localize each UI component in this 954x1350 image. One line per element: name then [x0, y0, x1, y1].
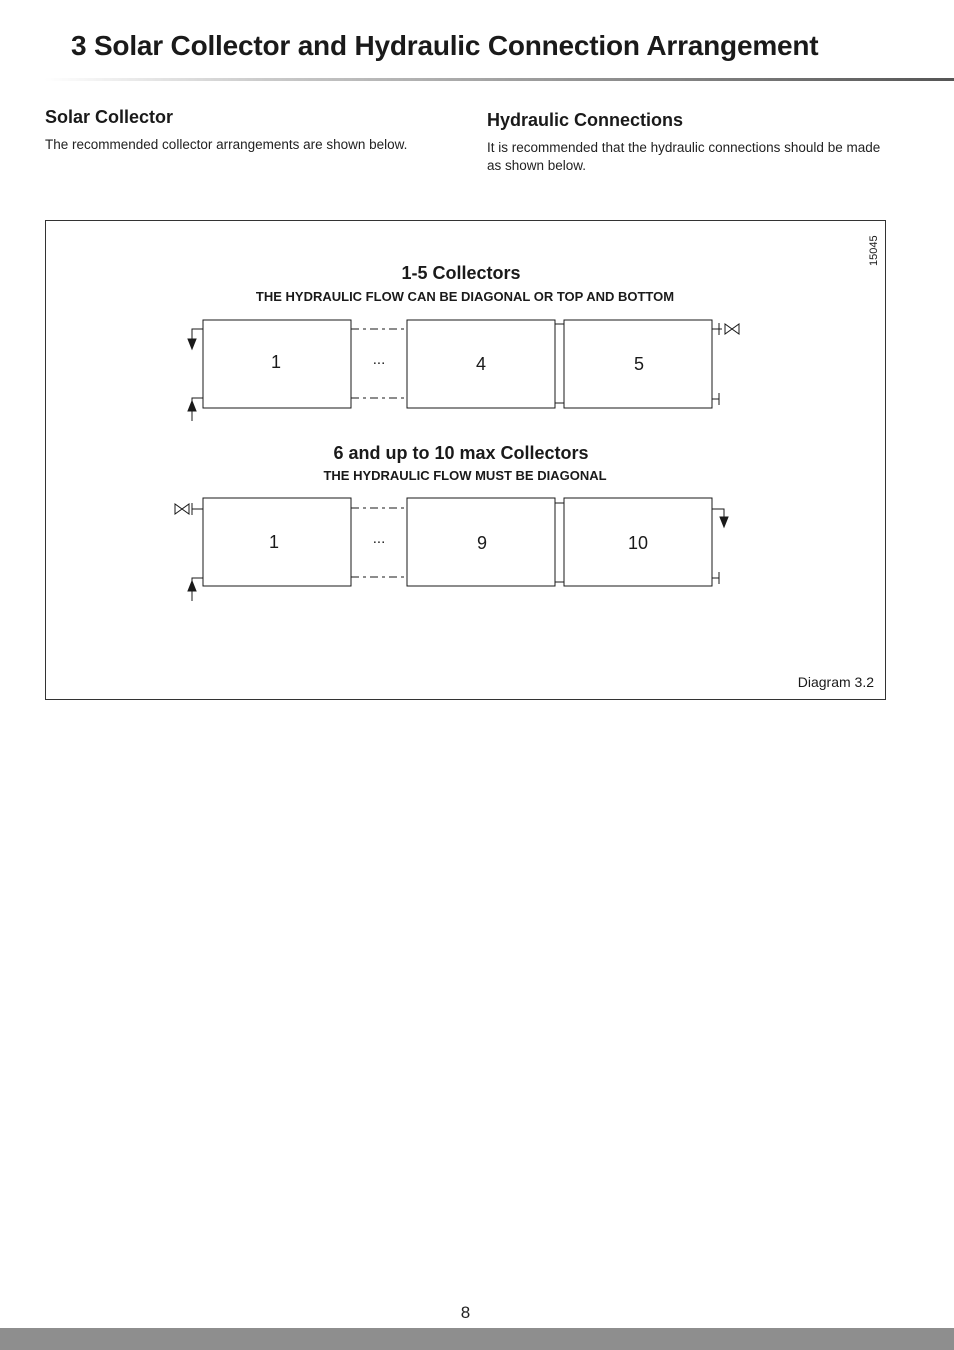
page-title: 3 Solar Collector and Hydraulic Connection Arrangement [71, 30, 819, 61]
diagram-ref-number: 15045 [868, 235, 880, 266]
title-rule [44, 78, 954, 81]
collector-label: 5 [633, 354, 645, 374]
arrangement-1-subtitle: THE HYDRAULIC FLOW CAN BE DIAGONAL OR TOP AND BOTTOM [255, 289, 675, 304]
page-number: 8 [460, 1303, 471, 1322]
arrangement-2-title: 6 and up to 10 max Collectors [333, 443, 589, 463]
footer-bar [0, 1328, 954, 1350]
solar-collector-heading: Solar Collector [45, 107, 174, 127]
valve-icon [725, 324, 739, 334]
hydraulic-connections-section [487, 110, 887, 175]
arrangement-2-subtitle: THE HYDRAULIC FLOW MUST BE DIAGONAL [323, 468, 607, 483]
hydraulic-connections-body: It is recommended that the hydraulic connections should be made as shown below. [487, 140, 881, 173]
collector-label: 9 [476, 533, 488, 553]
flow-arrow-up-icon [188, 401, 196, 411]
valve-icon [175, 504, 189, 514]
hydraulic-connections-heading: Hydraulic Connections [487, 110, 684, 130]
collector-arrangement-diagram [46, 221, 885, 699]
collector-label: 1 [270, 352, 282, 372]
diagram-caption: Diagram 3.2 [797, 674, 874, 690]
collector-gap-label: ... [372, 530, 386, 547]
collector-label: 4 [475, 354, 487, 374]
collector-label: 10 [627, 533, 649, 553]
flow-arrow-up-icon [188, 581, 196, 591]
flow-arrow-down-icon [188, 339, 196, 349]
diagram-frame [45, 220, 886, 700]
solar-collector-section [45, 107, 465, 154]
flow-arrow-down-icon [720, 517, 728, 527]
collector-gap-label: ... [372, 351, 386, 368]
collector-label: 1 [268, 532, 280, 552]
arrangement-1-title: 1-5 Collectors [401, 263, 521, 283]
solar-collector-body: The recommended collector arrangements are shown below. [45, 137, 408, 152]
